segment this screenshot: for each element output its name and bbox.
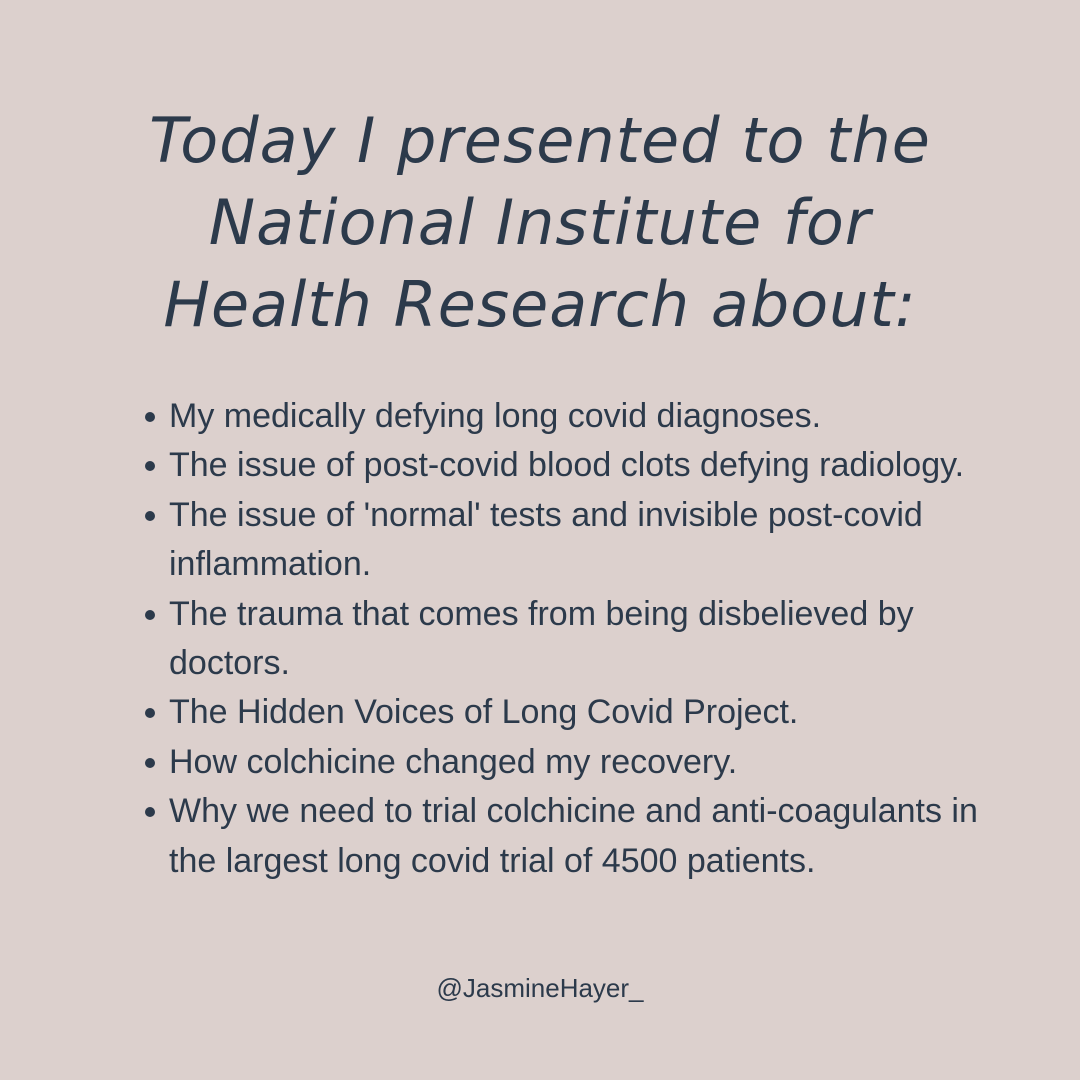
bullet-list — [141, 392, 991, 886]
bullet-item: The Hidden Voices of Long Covid Project. — [141, 688, 991, 737]
author-handle: @JasmineHayer_ — [436, 973, 644, 1003]
bullet-item: How colchicine changed my recovery. — [141, 738, 991, 787]
bullet-item: The issue of 'normal' tests and invisible post-covid inflammation. — [141, 491, 991, 590]
bullet-item: The trauma that comes from being disbelieved by doctors. — [141, 590, 991, 689]
bullet-item: Why we need to trial colchicine and anti-coagulants in the largest long covid trial of 4500 patients. — [141, 787, 991, 886]
bullet-item: My medically defying long covid diagnoses. — [141, 392, 991, 441]
headline-line: Today I presented to the — [149, 104, 931, 177]
headline-line: Health Research about: — [163, 268, 917, 341]
headline-line: National Institute for — [208, 186, 872, 259]
headline — [0, 100, 1080, 346]
bullet-item: The issue of post-covid blood clots defying radiology. — [141, 441, 991, 490]
